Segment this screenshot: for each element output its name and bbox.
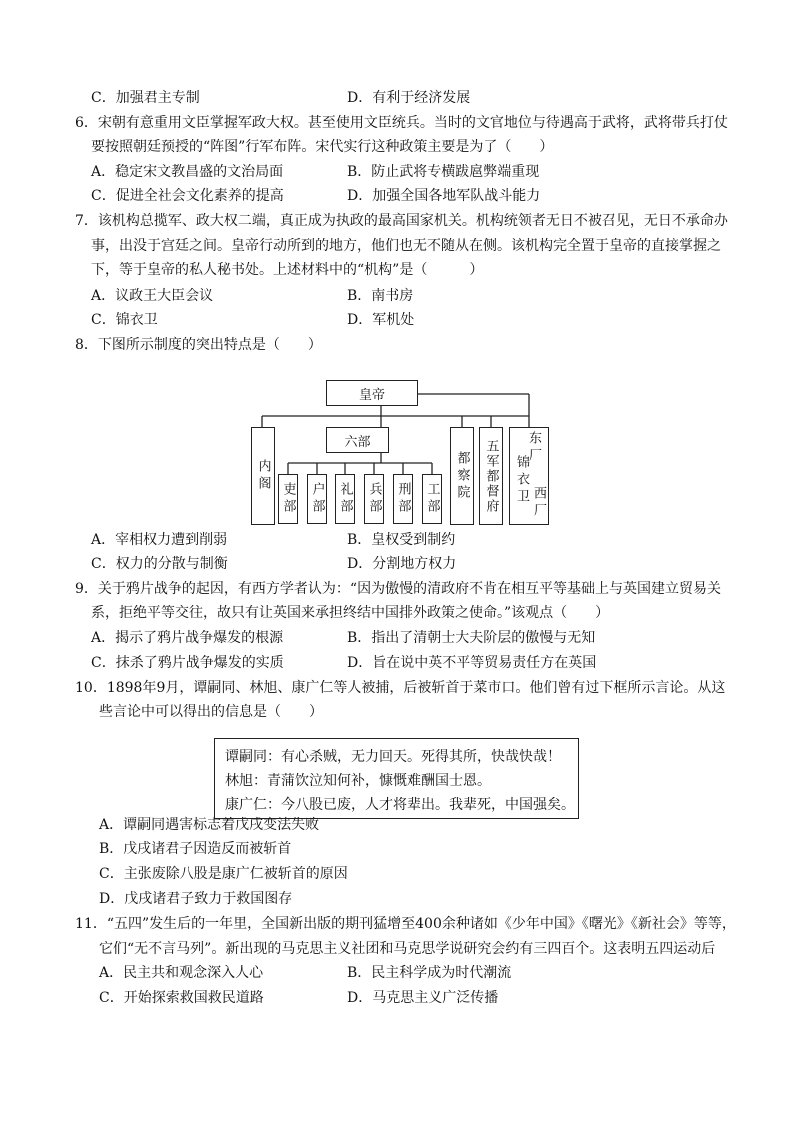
text-line: 要按照朝廷预授的“阵图”行军布阵。宋代实行这种政策主要是为了（ ） — [91, 139, 554, 155]
quote-lin: 林旭：青蒲饮泣知何补，慷慨难酬国士恩。 — [225, 773, 491, 789]
wujun-label: 五军都督府 — [483, 438, 499, 514]
wujun-box — [479, 427, 503, 525]
xichang-label: 西厂 — [531, 486, 546, 520]
text-line: D．有利于经济发展 — [347, 90, 471, 106]
text-line: D．加强全国各地军队战斗能力 — [347, 188, 541, 204]
text-line: D．军机处 — [347, 312, 415, 328]
text-line: C．加强君主专制 — [91, 90, 200, 106]
quote-tan: 谭嗣同：有心杀贼，无力回天。死得其所，快哉快哉！ — [225, 749, 561, 765]
text-line: C．锦衣卫 — [91, 312, 158, 328]
text-line: B．民主科学成为时代潮流 — [347, 965, 512, 981]
text-line: A．宰相权力遭到削弱 — [91, 532, 228, 548]
jinyiwei-label: 锦衣卫 — [514, 455, 529, 506]
text-line: C．抹杀了鸦片战争爆发的实质 — [91, 655, 284, 671]
duchayuan-box — [450, 427, 474, 525]
ministry-label: 刑部 — [395, 482, 411, 516]
text-line: A．揭示了鸦片战争爆发的根源 — [91, 630, 284, 646]
emperor-label: 皇帝 — [358, 387, 385, 403]
ministry-label: 礼部 — [337, 482, 353, 516]
ministry-box — [335, 474, 355, 524]
ministry-label: 户部 — [309, 482, 325, 516]
text-line: D．戊戌诸君子致力于救国图存 — [99, 891, 293, 907]
text-line: C．促进全社会文化素养的提高 — [91, 188, 284, 204]
six-ministries-label: 六部 — [344, 434, 371, 450]
text-line: 8．下图所示制度的突出特点是（ ） — [75, 337, 322, 353]
ministry-box — [364, 474, 384, 524]
text-line: A．议政王大臣会议 — [91, 288, 214, 304]
text-line: 7．该机构总揽军、政大权二端，真正成为执政的最高国家机关。机构统领者无日不被召见，无日不承命办 — [75, 213, 728, 229]
ministry-box — [278, 474, 298, 524]
dongchang-label: 东厂 — [526, 431, 541, 465]
text-line: A．民主共和观念深入人心 — [99, 965, 264, 981]
neige-label: 内阁 — [255, 459, 271, 493]
text-line: A．谭嗣同遇害标志着戊戌变法失败 — [99, 817, 320, 833]
ministry-label: 工部 — [424, 482, 440, 516]
text-line: C．开始探索救国救民道路 — [99, 990, 264, 1006]
text-line: D．旨在说中英不平等贸易责任方在英国 — [347, 655, 597, 671]
text-line: D．分割地方权力 — [347, 556, 457, 572]
text-line: 事，出没于宫廷之间。皇帝行动所到的地方，他们也无不随从在侧。该机构完全置于皇帝的直接掌握之 — [91, 238, 721, 254]
ministry-label: 吏部 — [280, 482, 296, 516]
text-line: 系，拒绝平等交往，故只有让英国来承担终结中国排外政策之使命。”该观点（ ） — [91, 605, 610, 621]
ministry-box — [307, 474, 327, 524]
ministry-box — [393, 474, 413, 524]
ministry-label: 兵部 — [366, 482, 382, 516]
text-line: B．戊戌诸君子因造反而被斩首 — [99, 841, 292, 857]
factory-guard-box — [509, 427, 549, 525]
quote-box — [214, 738, 579, 819]
text-line: 11．“五四”发生后的一年里，全国新出版的期刊猛增至400余种诸如《少年中国》《曙光》《新社会》等等， — [75, 916, 736, 932]
text-line: C．主张废除八股是康广仁被斩首的原因 — [99, 866, 348, 882]
neige-box — [251, 427, 275, 525]
text-line: A．稳定宋文教昌盛的文治局面 — [91, 164, 284, 180]
text-line: 10．1898年9月，谭嗣同、林旭、康广仁等人被捕，后被斩首于菜市口。他们曾有过下框所示言论。从这 — [75, 680, 726, 696]
text-line: D．马克思主义广泛传播 — [347, 990, 499, 1006]
duchayuan-label: 都察院 — [454, 450, 470, 502]
text-line: 些言论中可以得出的信息是（ ） — [99, 704, 323, 720]
text-line: B．皇权受到制约 — [347, 532, 456, 548]
text-line: B．南书房 — [347, 288, 414, 304]
text-line: 6．宋朝有意重用文臣掌握军政大权。甚至使用文臣统兵。当时的文官地位与待遇高于武将，武将带兵打仗 — [75, 115, 728, 131]
quote-kang: 康广仁：今八股已废，人才将辈出。我辈死，中国强矣。 — [225, 797, 575, 813]
text-line: B．防止武将专横跋扈弊端重现 — [347, 164, 540, 180]
six-ministries-box — [326, 427, 389, 453]
text-line: 下，等于皇帝的私人秘书处。上述材料中的“机构”是（ ） — [91, 262, 484, 278]
emperor-box — [326, 380, 418, 406]
text-line: C．权力的分散与制衡 — [91, 556, 228, 572]
ministry-box — [422, 474, 442, 524]
text-line: 它们“无不言马列”。新出现的马克思主义社团和马克思学说研究会约有三四百个。这表明五四运动后 — [99, 941, 716, 957]
text-line: 9．关于鸦片战争的起因，有西方学者认为：“因为傲慢的清政府不肯在相互平等基础上与英国建立贸易关 — [75, 581, 722, 597]
text-line: B．指出了清朝士大夫阶层的傲慢与无知 — [347, 630, 596, 646]
